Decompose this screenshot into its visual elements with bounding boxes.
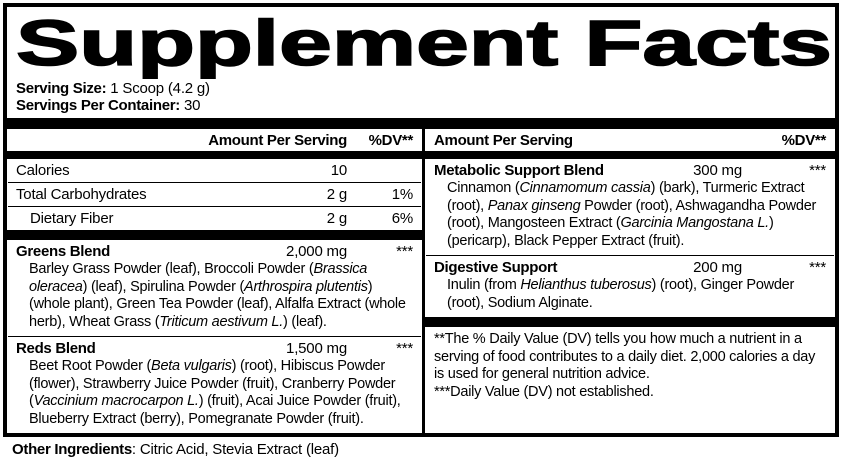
serving-size-line xyxy=(16,81,826,98)
footnotes xyxy=(425,327,835,405)
daily-value-footnote: **The % Daily Value (DV) tells you how much a nutrient in a serving of food contributes to a daily diet. 2,000 calories a day is used for general nutrition advice. xyxy=(434,331,816,382)
blend-amount: 2,000 mg xyxy=(286,243,347,260)
row-amount: 2 g xyxy=(326,210,347,227)
left-section-rule xyxy=(7,230,422,240)
digestive-support-header xyxy=(434,259,826,276)
blend-dv: *** xyxy=(809,259,826,276)
row-dv: 1% xyxy=(391,186,413,203)
two-column-area xyxy=(7,129,835,435)
right-column xyxy=(425,129,835,435)
metabolic-support-blend-header xyxy=(434,162,826,179)
panel-title-text: Supplement Facts xyxy=(16,11,832,79)
metabolic-support-ingredients: Cinnamon (Cinnamomum cassia) (bark), Turmeric Extract (root), Panax ginseng Powder (root), Ashwagandha Powder (root), Mangosteen Extract (Garcinia Mangostana L.) (pericarp), Black Pepper Extract (fruit). xyxy=(447,180,817,249)
row-amount: 10 xyxy=(330,162,347,179)
row-name: Total Carbohydrates xyxy=(16,186,147,203)
top-thick-rule xyxy=(7,118,835,129)
supplement-facts-panel xyxy=(3,3,839,437)
other-ingredients-label: Other Ingredients xyxy=(12,441,132,458)
other-ingredients-value: : Citric Acid, Stevia Extract (leaf) xyxy=(131,441,339,458)
row-amount: 2 g xyxy=(326,186,347,203)
blend-dv: *** xyxy=(396,243,413,260)
greens-blend-section xyxy=(7,240,422,336)
blend-dv: *** xyxy=(396,340,413,357)
blend-name: Reds Blend xyxy=(16,340,96,357)
serving-info xyxy=(7,79,835,118)
blend-name: Digestive Support xyxy=(434,259,558,276)
other-ingredients-line xyxy=(12,441,339,458)
left-column-header xyxy=(7,129,422,151)
row-dv: 6% xyxy=(391,210,413,227)
servings-per-container-label: Servings Per Container: xyxy=(16,96,180,114)
reds-blend-section xyxy=(7,337,422,433)
servings-per-container-value: 30 xyxy=(179,96,201,114)
serving-size-label: Serving Size: xyxy=(16,80,107,97)
blend-amount: 1,500 mg xyxy=(286,340,347,357)
right-amount-header: Amount Per Serving xyxy=(434,131,573,149)
greens-blend-ingredients: Barley Grass Powder (leaf), Broccoli Powder (Brassica oleracea) (leaf), Spirulina Powder (Arthrospira plutentis) (whole plant), Green Tea Powder (leaf), Alfalfa Extract (whole herb), Wheat Grass (Triticum aestivum L.) (leaf). xyxy=(29,261,406,330)
row-name: Dietary Fiber xyxy=(30,210,114,227)
table-row-total-carbohydrates xyxy=(7,183,422,206)
right-header-rule xyxy=(425,151,835,159)
reds-blend-header xyxy=(16,340,413,357)
blend-amount: 200 mg xyxy=(693,259,742,276)
left-header-rule xyxy=(7,151,422,159)
panel-title xyxy=(7,7,835,79)
digestive-support-ingredients: Inulin (from Helianthus tuberosus) (root), Ginger Powder (root), Sodium Alginate. xyxy=(447,277,795,311)
right-column-header xyxy=(425,129,835,151)
table-row-calories xyxy=(7,159,422,182)
right-dv-header: %DV** xyxy=(781,131,826,149)
right-section-rule xyxy=(425,317,835,327)
digestive-support-section xyxy=(425,256,835,317)
left-amount-header: Amount Per Serving xyxy=(208,131,347,149)
left-dv-header: %DV** xyxy=(368,131,413,149)
table-row-dietary-fiber xyxy=(7,207,422,230)
left-column xyxy=(7,129,422,435)
serving-size-value: 1 Scoop (4.2 g) xyxy=(106,80,210,97)
blend-name: Metabolic Support Blend xyxy=(434,162,604,179)
blend-amount: 300 mg xyxy=(693,162,742,179)
metabolic-support-blend-section xyxy=(425,159,835,255)
greens-blend-header xyxy=(16,243,413,260)
dv-not-established-footnote: ***Daily Value (DV) not established. xyxy=(434,383,654,400)
row-name: Calories xyxy=(16,162,70,179)
reds-blend-ingredients: Beet Root Powder (Beta vulgaris) (root), Hibiscus Powder (flower), Strawberry Juice Powder (fruit), Cranberry Powder (Vaccinium macrocarpon L.) (fruit), Acai Juice Powder (fruit), Blueberry Extract (berry), Pomegranate Powder (fruit). xyxy=(29,358,401,427)
panel-title-svg xyxy=(14,11,836,79)
servings-per-container-line xyxy=(16,98,826,115)
blend-dv: *** xyxy=(809,162,826,179)
blend-name: Greens Blend xyxy=(16,243,110,260)
